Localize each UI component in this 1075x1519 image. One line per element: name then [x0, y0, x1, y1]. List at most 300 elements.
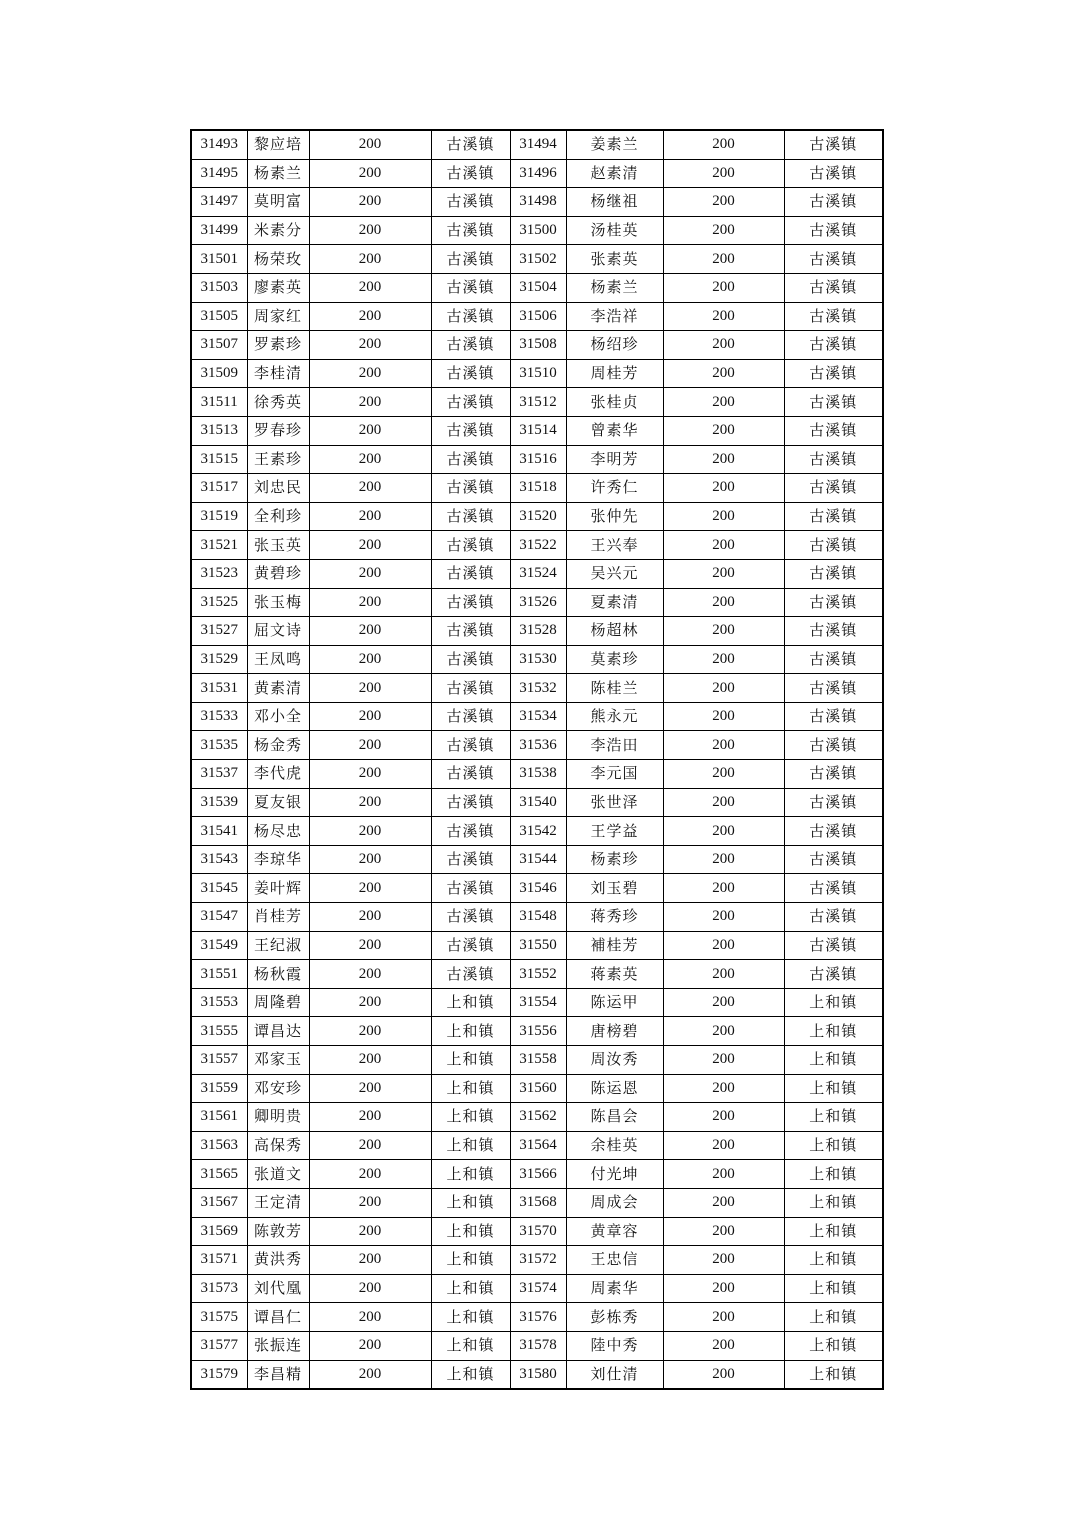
- town-cell: 古溪镇: [784, 359, 883, 388]
- roster-body: [191, 130, 883, 1389]
- record-number-cell: 31496: [510, 159, 566, 188]
- person-name-cell: 王学益: [566, 817, 663, 846]
- town-cell: 古溪镇: [431, 874, 510, 903]
- town-cell: 古溪镇: [784, 674, 883, 703]
- person-name-cell: 许秀仁: [566, 474, 663, 503]
- record-number-cell: 31552: [510, 960, 566, 989]
- town-cell: 古溪镇: [431, 188, 510, 217]
- record-number-cell: 31575: [191, 1303, 247, 1332]
- amount-cell: 200: [309, 359, 431, 388]
- person-name-cell: 张玉英: [247, 531, 309, 560]
- record-number-cell: 31514: [510, 416, 566, 445]
- person-name-cell: 屈文诗: [247, 617, 309, 646]
- record-number-cell: 31568: [510, 1188, 566, 1217]
- record-number-cell: 31521: [191, 531, 247, 560]
- person-name-cell: 李琼华: [247, 845, 309, 874]
- person-name-cell: 邓小全: [247, 702, 309, 731]
- record-number-cell: 31571: [191, 1246, 247, 1275]
- table-row: [191, 1046, 883, 1075]
- amount-cell: 200: [309, 845, 431, 874]
- amount-cell: 200: [309, 1188, 431, 1217]
- town-cell: 古溪镇: [431, 617, 510, 646]
- person-name-cell: 彭栋秀: [566, 1303, 663, 1332]
- town-cell: 古溪镇: [431, 502, 510, 531]
- town-cell: 上和镇: [784, 1274, 883, 1303]
- person-name-cell: 陈运甲: [566, 988, 663, 1017]
- table-row: [191, 1217, 883, 1246]
- person-name-cell: 周桂芳: [566, 359, 663, 388]
- person-name-cell: 杨超林: [566, 617, 663, 646]
- table-row: [191, 559, 883, 588]
- town-cell: 古溪镇: [431, 216, 510, 245]
- person-name-cell: 李昌精: [247, 1360, 309, 1389]
- amount-cell: 200: [309, 1046, 431, 1075]
- record-number-cell: 31502: [510, 245, 566, 274]
- amount-cell: 200: [309, 617, 431, 646]
- person-name-cell: 周家红: [247, 302, 309, 331]
- person-name-cell: 杨继祖: [566, 188, 663, 217]
- amount-cell: 200: [663, 502, 784, 531]
- amount-cell: 200: [309, 559, 431, 588]
- table-row: [191, 1188, 883, 1217]
- town-cell: 古溪镇: [784, 760, 883, 789]
- record-number-cell: 31563: [191, 1131, 247, 1160]
- record-number-cell: 31509: [191, 359, 247, 388]
- table-row: [191, 1103, 883, 1132]
- town-cell: 古溪镇: [431, 416, 510, 445]
- person-name-cell: 杨荣玫: [247, 245, 309, 274]
- person-name-cell: 姜叶辉: [247, 874, 309, 903]
- record-number-cell: 31495: [191, 159, 247, 188]
- town-cell: 古溪镇: [784, 188, 883, 217]
- town-cell: 古溪镇: [784, 559, 883, 588]
- town-cell: 古溪镇: [431, 702, 510, 731]
- person-name-cell: 张素英: [566, 245, 663, 274]
- person-name-cell: 李浩祥: [566, 302, 663, 331]
- record-number-cell: 31493: [191, 130, 247, 159]
- amount-cell: 200: [309, 645, 431, 674]
- amount-cell: 200: [663, 702, 784, 731]
- amount-cell: 200: [309, 388, 431, 417]
- amount-cell: 200: [309, 1017, 431, 1046]
- amount-cell: 200: [663, 931, 784, 960]
- person-name-cell: 杨尽忠: [247, 817, 309, 846]
- town-cell: 古溪镇: [431, 588, 510, 617]
- amount-cell: 200: [309, 788, 431, 817]
- town-cell: 上和镇: [784, 1046, 883, 1075]
- person-name-cell: 曾素华: [566, 416, 663, 445]
- amount-cell: 200: [309, 531, 431, 560]
- town-cell: 古溪镇: [784, 130, 883, 159]
- amount-cell: 200: [309, 1360, 431, 1389]
- town-cell: 古溪镇: [784, 416, 883, 445]
- record-number-cell: 31529: [191, 645, 247, 674]
- person-name-cell: 谭昌仁: [247, 1303, 309, 1332]
- record-number-cell: 31508: [510, 331, 566, 360]
- record-number-cell: 31511: [191, 388, 247, 417]
- record-number-cell: 31503: [191, 273, 247, 302]
- roster-table: [190, 129, 884, 1390]
- person-name-cell: 廖素英: [247, 273, 309, 302]
- town-cell: 古溪镇: [784, 159, 883, 188]
- person-name-cell: 汤桂英: [566, 216, 663, 245]
- table-row: [191, 931, 883, 960]
- table-row: [191, 845, 883, 874]
- town-cell: 古溪镇: [784, 874, 883, 903]
- amount-cell: 200: [309, 731, 431, 760]
- town-cell: 上和镇: [431, 1017, 510, 1046]
- amount-cell: 200: [663, 1360, 784, 1389]
- town-cell: 古溪镇: [431, 559, 510, 588]
- town-cell: 古溪镇: [784, 531, 883, 560]
- table-row: [191, 903, 883, 932]
- table-row: [191, 645, 883, 674]
- table-row: [191, 1303, 883, 1332]
- person-name-cell: 黄章容: [566, 1217, 663, 1246]
- amount-cell: 200: [309, 1303, 431, 1332]
- amount-cell: 200: [663, 817, 784, 846]
- person-name-cell: 蒋素英: [566, 960, 663, 989]
- person-name-cell: 王凤鸣: [247, 645, 309, 674]
- person-name-cell: 杨绍珍: [566, 331, 663, 360]
- person-name-cell: 陈桂兰: [566, 674, 663, 703]
- amount-cell: 200: [663, 760, 784, 789]
- person-name-cell: 余桂英: [566, 1131, 663, 1160]
- amount-cell: 200: [663, 245, 784, 274]
- record-number-cell: 31543: [191, 845, 247, 874]
- record-number-cell: 31527: [191, 617, 247, 646]
- person-name-cell: 邓家玉: [247, 1046, 309, 1075]
- person-name-cell: 杨素珍: [566, 845, 663, 874]
- amount-cell: 200: [309, 903, 431, 932]
- town-cell: 古溪镇: [431, 960, 510, 989]
- record-number-cell: 31510: [510, 359, 566, 388]
- record-number-cell: 31550: [510, 931, 566, 960]
- record-number-cell: 31547: [191, 903, 247, 932]
- record-number-cell: 31518: [510, 474, 566, 503]
- town-cell: 上和镇: [784, 1217, 883, 1246]
- amount-cell: 200: [663, 1217, 784, 1246]
- person-name-cell: 周汝秀: [566, 1046, 663, 1075]
- person-name-cell: 张桂贞: [566, 388, 663, 417]
- record-number-cell: 31504: [510, 273, 566, 302]
- amount-cell: 200: [663, 1074, 784, 1103]
- table-row: [191, 788, 883, 817]
- amount-cell: 200: [309, 988, 431, 1017]
- person-name-cell: 王纪淑: [247, 931, 309, 960]
- person-name-cell: 罗春珍: [247, 416, 309, 445]
- amount-cell: 200: [309, 216, 431, 245]
- town-cell: 古溪镇: [784, 273, 883, 302]
- town-cell: 古溪镇: [431, 331, 510, 360]
- amount-cell: 200: [663, 474, 784, 503]
- table-row: [191, 1131, 883, 1160]
- person-name-cell: 高保秀: [247, 1131, 309, 1160]
- record-number-cell: 31561: [191, 1103, 247, 1132]
- record-number-cell: 31535: [191, 731, 247, 760]
- amount-cell: 200: [309, 760, 431, 789]
- town-cell: 上和镇: [784, 1017, 883, 1046]
- person-name-cell: 唐榜碧: [566, 1017, 663, 1046]
- record-number-cell: 31556: [510, 1017, 566, 1046]
- table-row: [191, 760, 883, 789]
- person-name-cell: 刘代凰: [247, 1274, 309, 1303]
- town-cell: 上和镇: [431, 1360, 510, 1389]
- record-number-cell: 31539: [191, 788, 247, 817]
- person-name-cell: 杨素兰: [566, 273, 663, 302]
- amount-cell: 200: [309, 674, 431, 703]
- town-cell: 古溪镇: [431, 245, 510, 274]
- town-cell: 古溪镇: [784, 645, 883, 674]
- person-name-cell: 陈昌会: [566, 1103, 663, 1132]
- record-number-cell: 31576: [510, 1303, 566, 1332]
- record-number-cell: 31578: [510, 1331, 566, 1360]
- person-name-cell: 张仲先: [566, 502, 663, 531]
- town-cell: 古溪镇: [431, 159, 510, 188]
- amount-cell: 200: [663, 988, 784, 1017]
- town-cell: 古溪镇: [431, 359, 510, 388]
- amount-cell: 200: [309, 817, 431, 846]
- record-number-cell: 31516: [510, 445, 566, 474]
- person-name-cell: 黎应培: [247, 130, 309, 159]
- amount-cell: 200: [663, 388, 784, 417]
- amount-cell: 200: [309, 1131, 431, 1160]
- person-name-cell: 赵素清: [566, 159, 663, 188]
- table-row: [191, 1160, 883, 1189]
- town-cell: 古溪镇: [431, 903, 510, 932]
- record-number-cell: 31528: [510, 617, 566, 646]
- town-cell: 上和镇: [431, 1246, 510, 1275]
- table-row: [191, 988, 883, 1017]
- record-number-cell: 31572: [510, 1246, 566, 1275]
- town-cell: 上和镇: [784, 1103, 883, 1132]
- person-name-cell: 张振连: [247, 1331, 309, 1360]
- record-number-cell: 31544: [510, 845, 566, 874]
- person-name-cell: 周素华: [566, 1274, 663, 1303]
- record-number-cell: 31523: [191, 559, 247, 588]
- record-number-cell: 31534: [510, 702, 566, 731]
- record-number-cell: 31548: [510, 903, 566, 932]
- table-row: [191, 188, 883, 217]
- amount-cell: 200: [663, 302, 784, 331]
- amount-cell: 200: [309, 188, 431, 217]
- town-cell: 古溪镇: [784, 588, 883, 617]
- town-cell: 上和镇: [431, 1303, 510, 1332]
- record-number-cell: 31549: [191, 931, 247, 960]
- amount-cell: 200: [309, 588, 431, 617]
- amount-cell: 200: [663, 445, 784, 474]
- amount-cell: 200: [663, 845, 784, 874]
- amount-cell: 200: [663, 903, 784, 932]
- record-number-cell: 31515: [191, 445, 247, 474]
- town-cell: 上和镇: [431, 1074, 510, 1103]
- amount-cell: 200: [663, 188, 784, 217]
- table-row: [191, 617, 883, 646]
- person-name-cell: 李代虎: [247, 760, 309, 789]
- record-number-cell: 31531: [191, 674, 247, 703]
- town-cell: 古溪镇: [431, 817, 510, 846]
- town-cell: 上和镇: [784, 1074, 883, 1103]
- town-cell: 上和镇: [784, 1246, 883, 1275]
- record-number-cell: 31538: [510, 760, 566, 789]
- record-number-cell: 31499: [191, 216, 247, 245]
- record-number-cell: 31564: [510, 1131, 566, 1160]
- amount-cell: 200: [309, 1074, 431, 1103]
- town-cell: 上和镇: [431, 1103, 510, 1132]
- amount-cell: 200: [663, 1246, 784, 1275]
- person-name-cell: 刘玉碧: [566, 874, 663, 903]
- amount-cell: 200: [309, 474, 431, 503]
- amount-cell: 200: [663, 1103, 784, 1132]
- amount-cell: 200: [663, 1046, 784, 1075]
- person-name-cell: 夏友银: [247, 788, 309, 817]
- amount-cell: 200: [663, 731, 784, 760]
- record-number-cell: 31517: [191, 474, 247, 503]
- roster-sheet: [190, 129, 884, 1390]
- person-name-cell: 陈敦芳: [247, 1217, 309, 1246]
- record-number-cell: 31533: [191, 702, 247, 731]
- record-number-cell: 31562: [510, 1103, 566, 1132]
- record-number-cell: 31551: [191, 960, 247, 989]
- town-cell: 上和镇: [784, 1331, 883, 1360]
- town-cell: 古溪镇: [784, 788, 883, 817]
- amount-cell: 200: [309, 416, 431, 445]
- table-row: [191, 388, 883, 417]
- record-number-cell: 31519: [191, 502, 247, 531]
- amount-cell: 200: [663, 617, 784, 646]
- person-name-cell: 李明芳: [566, 445, 663, 474]
- record-number-cell: 31559: [191, 1074, 247, 1103]
- table-row: [191, 331, 883, 360]
- record-number-cell: 31536: [510, 731, 566, 760]
- town-cell: 古溪镇: [431, 302, 510, 331]
- person-name-cell: 周隆碧: [247, 988, 309, 1017]
- person-name-cell: 陸中秀: [566, 1331, 663, 1360]
- person-name-cell: 莫明富: [247, 188, 309, 217]
- amount-cell: 200: [309, 1217, 431, 1246]
- town-cell: 上和镇: [431, 1274, 510, 1303]
- person-name-cell: 黄洪秀: [247, 1246, 309, 1275]
- record-number-cell: 31497: [191, 188, 247, 217]
- amount-cell: 200: [663, 1303, 784, 1332]
- table-row: [191, 702, 883, 731]
- table-row: [191, 359, 883, 388]
- table-row: [191, 674, 883, 703]
- record-number-cell: 31532: [510, 674, 566, 703]
- amount-cell: 200: [663, 588, 784, 617]
- amount-cell: 200: [309, 245, 431, 274]
- town-cell: 古溪镇: [784, 445, 883, 474]
- table-row: [191, 1331, 883, 1360]
- amount-cell: 200: [309, 874, 431, 903]
- person-name-cell: 邓安珍: [247, 1074, 309, 1103]
- amount-cell: 200: [663, 874, 784, 903]
- record-number-cell: 31570: [510, 1217, 566, 1246]
- town-cell: 古溪镇: [784, 817, 883, 846]
- table-row: [191, 474, 883, 503]
- town-cell: 古溪镇: [784, 960, 883, 989]
- table-row: [191, 588, 883, 617]
- person-name-cell: 蒋秀珍: [566, 903, 663, 932]
- person-name-cell: 卿明贵: [247, 1103, 309, 1132]
- town-cell: 古溪镇: [784, 731, 883, 760]
- amount-cell: 200: [663, 1017, 784, 1046]
- town-cell: 古溪镇: [784, 845, 883, 874]
- table-row: [191, 416, 883, 445]
- town-cell: 古溪镇: [431, 474, 510, 503]
- record-number-cell: 31541: [191, 817, 247, 846]
- town-cell: 古溪镇: [784, 702, 883, 731]
- town-cell: 上和镇: [431, 1046, 510, 1075]
- person-name-cell: 谭昌达: [247, 1017, 309, 1046]
- record-number-cell: 31579: [191, 1360, 247, 1389]
- town-cell: 古溪镇: [431, 731, 510, 760]
- table-row: [191, 1246, 883, 1275]
- amount-cell: 200: [309, 1160, 431, 1189]
- town-cell: 古溪镇: [431, 388, 510, 417]
- table-row: [191, 159, 883, 188]
- record-number-cell: 31555: [191, 1017, 247, 1046]
- town-cell: 古溪镇: [784, 502, 883, 531]
- amount-cell: 200: [309, 1103, 431, 1132]
- table-row: [191, 130, 883, 159]
- amount-cell: 200: [309, 1331, 431, 1360]
- amount-cell: 200: [663, 1160, 784, 1189]
- amount-cell: 200: [663, 159, 784, 188]
- record-number-cell: 31557: [191, 1046, 247, 1075]
- amount-cell: 200: [663, 559, 784, 588]
- record-number-cell: 31565: [191, 1160, 247, 1189]
- record-number-cell: 31522: [510, 531, 566, 560]
- town-cell: 古溪镇: [784, 617, 883, 646]
- amount-cell: 200: [663, 1331, 784, 1360]
- town-cell: 上和镇: [784, 1360, 883, 1389]
- record-number-cell: 31553: [191, 988, 247, 1017]
- town-cell: 上和镇: [784, 1188, 883, 1217]
- amount-cell: 200: [663, 359, 784, 388]
- amount-cell: 200: [663, 273, 784, 302]
- town-cell: 古溪镇: [784, 931, 883, 960]
- person-name-cell: 杨秋霞: [247, 960, 309, 989]
- town-cell: 上和镇: [784, 1160, 883, 1189]
- town-cell: 上和镇: [431, 1217, 510, 1246]
- table-row: [191, 1360, 883, 1389]
- town-cell: 上和镇: [431, 988, 510, 1017]
- person-name-cell: 王素珍: [247, 445, 309, 474]
- town-cell: 上和镇: [431, 1188, 510, 1217]
- amount-cell: 200: [309, 1246, 431, 1275]
- person-name-cell: 吴兴元: [566, 559, 663, 588]
- table-row: [191, 874, 883, 903]
- record-number-cell: 31512: [510, 388, 566, 417]
- amount-cell: 200: [309, 702, 431, 731]
- town-cell: 上和镇: [431, 1331, 510, 1360]
- town-cell: 上和镇: [784, 1303, 883, 1332]
- record-number-cell: 31546: [510, 874, 566, 903]
- person-name-cell: 刘仕清: [566, 1360, 663, 1389]
- table-row: [191, 445, 883, 474]
- town-cell: 古溪镇: [784, 474, 883, 503]
- amount-cell: 200: [309, 273, 431, 302]
- record-number-cell: 31566: [510, 1160, 566, 1189]
- record-number-cell: 31520: [510, 502, 566, 531]
- town-cell: 古溪镇: [431, 531, 510, 560]
- town-cell: 古溪镇: [784, 388, 883, 417]
- table-row: [191, 1074, 883, 1103]
- town-cell: 古溪镇: [784, 302, 883, 331]
- town-cell: 古溪镇: [431, 845, 510, 874]
- person-name-cell: 罗素珍: [247, 331, 309, 360]
